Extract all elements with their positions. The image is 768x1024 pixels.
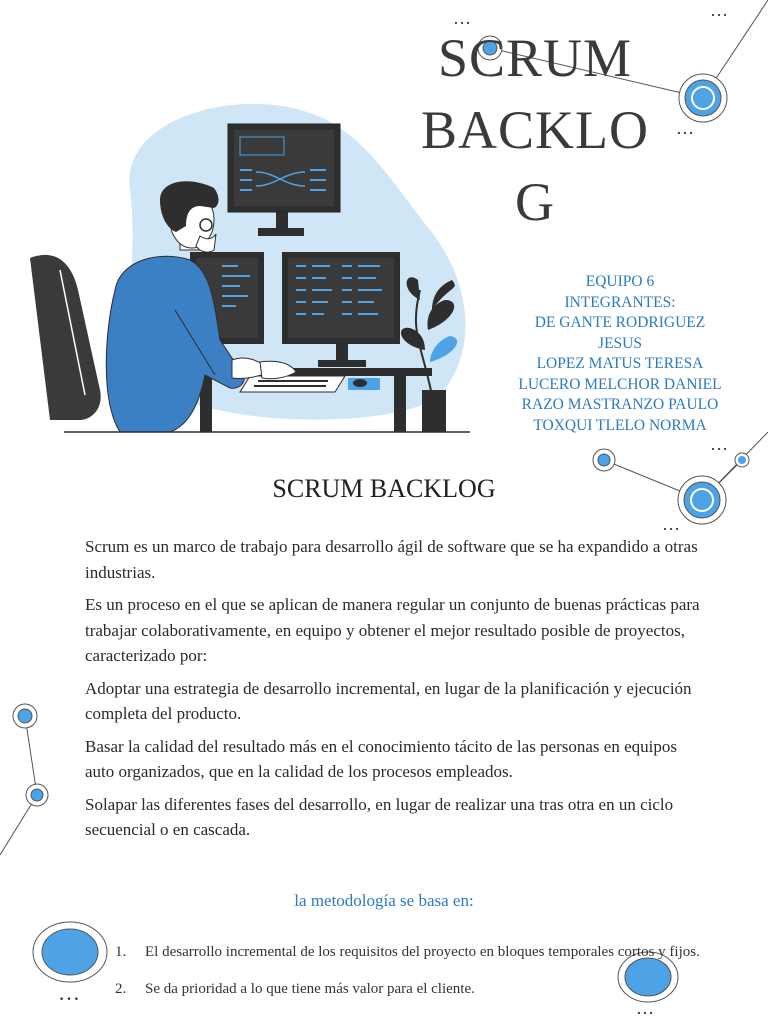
member-line: LUCERO MELCHOR DANIEL (518, 375, 722, 393)
circle-node-icon (679, 74, 727, 122)
member-line: TOXQUI TLELO NORMA (533, 416, 707, 434)
cover-title (410, 22, 660, 238)
team-name: EQUIPO 6 (585, 273, 655, 290)
circle-node-icon (593, 449, 615, 471)
methodology-subheading: la metodología se basa en: (294, 891, 474, 910)
developer-illustration (30, 104, 470, 432)
paragraph: Es un proceso en el que se aplican de manera regular un conjunto de buenas prácticas para trabajar colaborativamente, en equipo y obtener el mejor resultado posible de proyectos, caracterizado por: (85, 595, 700, 665)
ellipsis-icon: … (662, 514, 680, 534)
paragraph: Basar la calidad del resultado más en el conocimiento tácito de las personas en equipos auto organizados, que en la calidad de los procesos empleados. (85, 736, 677, 781)
paragraph: Adoptar una estrategia de desarrollo incremental, en lugar de la planificación y ejecución completa del producto. (85, 678, 692, 723)
paragraph: Scrum es un marco de trabajo para desarrollo ágil de software que se ha expandido a otras industrias. (85, 537, 698, 582)
cover-title-line: G (515, 172, 555, 232)
paragraph: Solapar las diferentes fases del desarrollo, en lugar de realizar una tras otra en un ciclo secuencial o en cascada. (85, 794, 674, 839)
ellipsis-icon: … (710, 434, 728, 454)
list-text: El desarrollo incremental de los requisitos del proyecto en bloques temporales cortos y fijos. (145, 944, 700, 960)
list-item (115, 974, 705, 1005)
list-item (115, 937, 705, 968)
cover-title-line: BACKLO (420, 100, 649, 160)
methodology-list (115, 937, 705, 1005)
list-text: Se da prioridad a lo que tiene más valor para el cliente. (145, 981, 475, 997)
circle-node-icon (735, 453, 749, 467)
ellipsis-icon: … (453, 8, 471, 28)
circle-node-icon (26, 784, 48, 806)
member-line: DE GANTE RODRIGUEZ (534, 314, 706, 331)
section-heading: SCRUM BACKLOG (272, 474, 496, 503)
circle-node-icon (33, 922, 107, 982)
team-block (495, 272, 745, 436)
circle-node-icon (13, 704, 37, 728)
ellipsis-icon: … (636, 998, 654, 1018)
body-text (85, 534, 705, 850)
ellipsis-icon: … (710, 0, 728, 20)
list-number: 2. (115, 981, 127, 997)
list-number: 1. (115, 944, 127, 960)
ellipsis-icon: … (676, 118, 694, 138)
member-line: RAZO MASTRANZO PAULO (521, 396, 719, 413)
members-label: INTEGRANTES: (564, 293, 676, 311)
member-line: JESUS (598, 334, 642, 352)
cover-title-line: SCRUM (437, 28, 633, 88)
member-line: LOPEZ MATUS TERESA (536, 355, 704, 372)
ellipsis-icon: … (58, 980, 80, 1005)
